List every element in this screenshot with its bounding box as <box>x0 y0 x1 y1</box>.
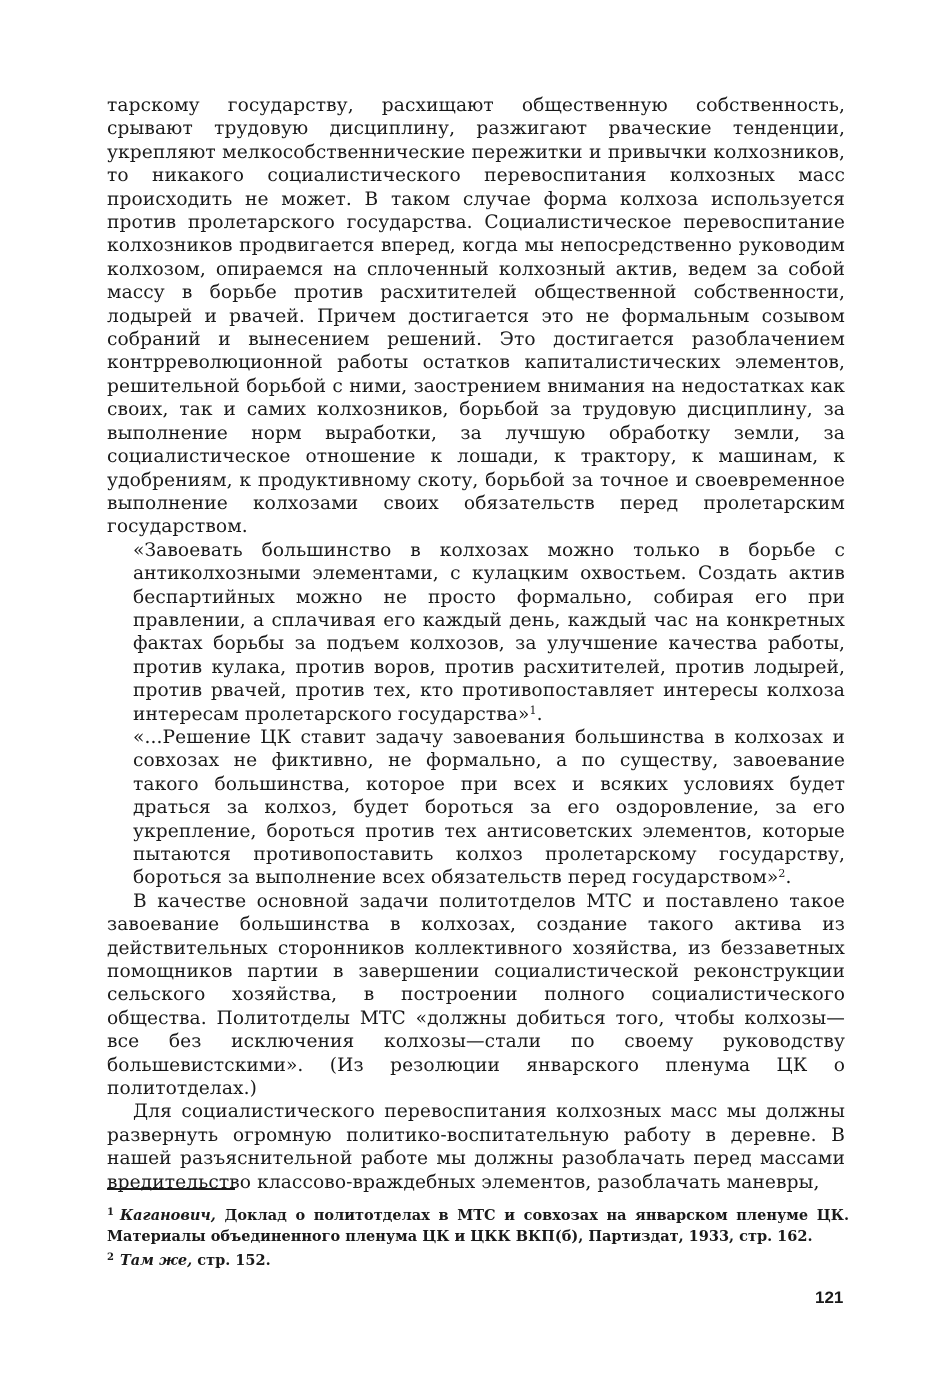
quote-text: «...Решение ЦК ставит задачу завоевания большинства в колхозах и совхозах не фиктивно, не формально, а по существу, завоевание такого большинства, которое при всех и всяких условиях будет драться за колхоз, будет бороться за его оздоровление, за его укрепление, бороться против тех антисоветских элементов, которые пытаются противопоставить колхоз пролетарскому государству, бороться за выполнение всех обязательств перед государством» <box>133 726 845 889</box>
footnote-number: 1 <box>107 1207 114 1218</box>
quote-resolution <box>133 726 845 890</box>
paragraph-politotdely: В качестве основной задачи политотделов МТС и поставлено такое завоевание большинства в колхозах, создание такого актива из действительных сторонников коллективного хозяйства, из беззаветных помощников партии в завершении социалистической реконструкции сельского хозяйства, в построении полного социалистического общества. Политотделы МТС «должны добиться того, чтобы колхозы—все без исключения колхозы—стали по своему руководству большевистскими». (Из резолюции январского пленума ЦК о политотделах.) <box>107 890 845 1100</box>
main-text <box>107 94 845 1194</box>
footnote-author: Каганович, <box>119 1207 216 1224</box>
paragraph-continuation: тарскому государству, расхищают общественную собственность, срывают трудовую дисциплину, разжигают рваческие тенденции, укрепляют мелкособственнические пережитки и привычки колхозников, то никакого социалистического перевоспитания колхозных масс происходить не может. В таком случае форма колхоза используется против пролетарского государства. Социалистическое перевоспитание колхозников продвигается вперед, когда мы непосредственно руководим колхозом, опираемся на сплоченный колхозный актив, ведем за собой массу в борьбе против расхитителей общественной собственности, лодырей и рвачей. Причем достигается это не формальным созывом собраний и вынесением решений. Это достигается разоблачением контрреволюционной работы остатков капиталистических элементов, решительной борьбой с ними, заострением внимания на недостатках как своих, так и самих колхозников, борьбой за трудовую дисциплину, за выполнение норм выработки, за лучшую обработку земли, за социалистическое отношение к лошади, к трактору, к машинам, к удобрениям, к продуктивному скоту, борьбой за точное и своевременное выполнение колхозами своих обязательств перед пролетарским государством. <box>107 95 845 538</box>
footnote-author: Там же, <box>119 1252 193 1269</box>
page-number: 121 <box>815 1288 844 1307</box>
quote-text: «Завоевать большинство в колхозах можно только в борьбе с антиколхозными элементами, с кулацким охвостьем. Создать актив беспартийных можно не просто формально, собирая его при правлении, а сплачивая его каждый день, каждый час на конкретных фактах борьбы за подъем колхозов, за улучшение качества работы, против кулака, против воров, против расхитителей, против лодырей, против рвачей, против тех, кто противопоставляет интересы колхоза интересам пролетарского государства» <box>133 539 845 725</box>
footnote-2 <box>107 1247 849 1271</box>
quote-stalin <box>133 539 845 726</box>
footnote-number: 2 <box>107 1252 114 1263</box>
quote-end: . <box>536 703 543 725</box>
footnote-1 <box>107 1202 849 1247</box>
quote-end: . <box>785 867 792 889</box>
footnote-divider <box>107 1188 235 1190</box>
footnote-ref: 1 <box>529 703 537 717</box>
footnote-text: стр. 152. <box>192 1252 271 1269</box>
paragraph-reeducation: Для социалистического перевоспитания колхозных масс мы должны развернуть огромную политико-воспитательную работу в деревне. В нашей разъяснительной работе мы должны разоблачать перед массами вредительство классово-враждебных элементов, разоблачать маневры, <box>107 1101 845 1193</box>
footnote-text: Доклад о политотделах в МТС и совхозах на январском пленуме ЦК. Материалы объединенного пленума ЦК и ЦКК ВКП(б), Партиздат, 1933, стр. 162. <box>107 1207 849 1245</box>
footnotes <box>107 1202 849 1271</box>
footnote-ref: 2 <box>778 867 786 881</box>
